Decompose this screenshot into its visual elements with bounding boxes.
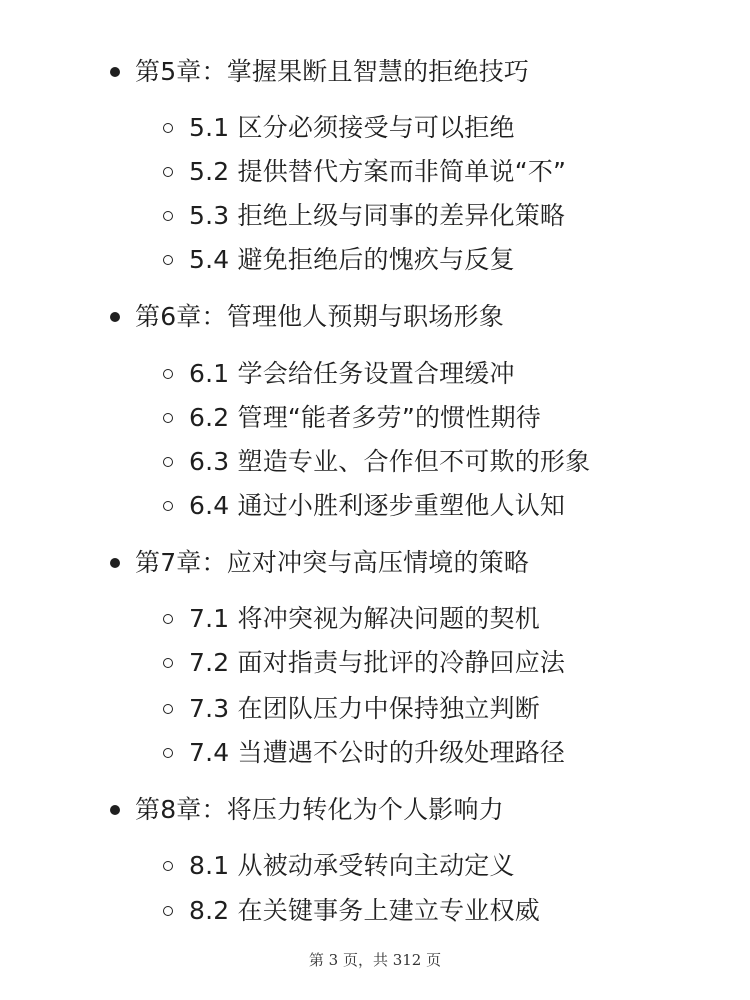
section-item (163, 152, 566, 192)
section-title: 7.1 将冲突视为解决问题的契机 (189, 604, 540, 633)
section-title: 7.4 当遭遇不公时的升级处理路径 (189, 738, 566, 767)
chapter-title: 第8章：将压力转化为个人影响力 (135, 795, 504, 824)
section-title: 5.1 区分必须接受与可以拒绝 (189, 113, 515, 142)
hollow-bullet-icon (163, 861, 173, 871)
hollow-bullet-icon (163, 167, 173, 177)
section-item (163, 398, 541, 438)
section-title: 5.2 提供替代方案而非简单说“不” (189, 157, 567, 186)
hollow-bullet-icon (163, 123, 173, 133)
chapter-heading (110, 543, 529, 583)
section-title: 6.4 通过小胜利逐步重塑他人认知 (189, 491, 566, 520)
section-item (163, 733, 565, 773)
section-title: 8.2 在关键事务上建立专业权威 (189, 896, 540, 925)
chapter-title: 第6章：管理他人预期与职场形象 (135, 302, 504, 331)
section-item (163, 846, 515, 886)
filled-bullet-icon (110, 558, 120, 568)
filled-bullet-icon (110, 312, 120, 322)
section-title: 7.3 在团队压力中保持独立判断 (189, 694, 540, 723)
hollow-bullet-icon (163, 457, 173, 467)
section-item (163, 196, 565, 236)
section-item (163, 891, 540, 931)
section-item (163, 442, 590, 482)
section-title: 5.4 避免拒绝后的愧疚与反复 (189, 245, 515, 274)
section-title: 6.1 学会给任务设置合理缓冲 (189, 359, 515, 388)
hollow-bullet-icon (163, 413, 173, 423)
section-title: 8.1 从被动承受转向主动定义 (189, 851, 515, 880)
chapter-heading (110, 790, 504, 830)
page-number-footer: 第 3 页，共 312 页 (308, 951, 442, 969)
section-item (163, 108, 515, 148)
section-title: 6.2 管理“能者多劳”的惯性期待 (189, 403, 542, 432)
section-title: 6.3 塑造专业、合作但不可欺的形象 (189, 447, 591, 476)
hollow-bullet-icon (163, 614, 173, 624)
section-item (163, 643, 565, 683)
chapter-heading (110, 297, 504, 337)
hollow-bullet-icon (163, 748, 173, 758)
hollow-bullet-icon (163, 704, 173, 714)
section-item (163, 240, 515, 280)
hollow-bullet-icon (163, 369, 173, 379)
chapter-title: 第5章：掌握果断且智慧的拒绝技巧 (135, 57, 530, 86)
hollow-bullet-icon (163, 255, 173, 265)
section-item (163, 689, 540, 729)
section-item (163, 599, 540, 639)
filled-bullet-icon (110, 67, 120, 77)
chapter-title: 第7章：应对冲突与高压情境的策略 (135, 548, 530, 577)
section-title: 7.2 面对指责与批评的冷静回应法 (189, 648, 566, 677)
chapter-heading (110, 52, 529, 92)
hollow-bullet-icon (163, 906, 173, 916)
filled-bullet-icon (110, 805, 120, 815)
section-item (163, 354, 515, 394)
hollow-bullet-icon (163, 211, 173, 221)
hollow-bullet-icon (163, 658, 173, 668)
section-title: 5.3 拒绝上级与同事的差异化策略 (189, 201, 566, 230)
hollow-bullet-icon (163, 501, 173, 511)
section-item (163, 486, 565, 526)
